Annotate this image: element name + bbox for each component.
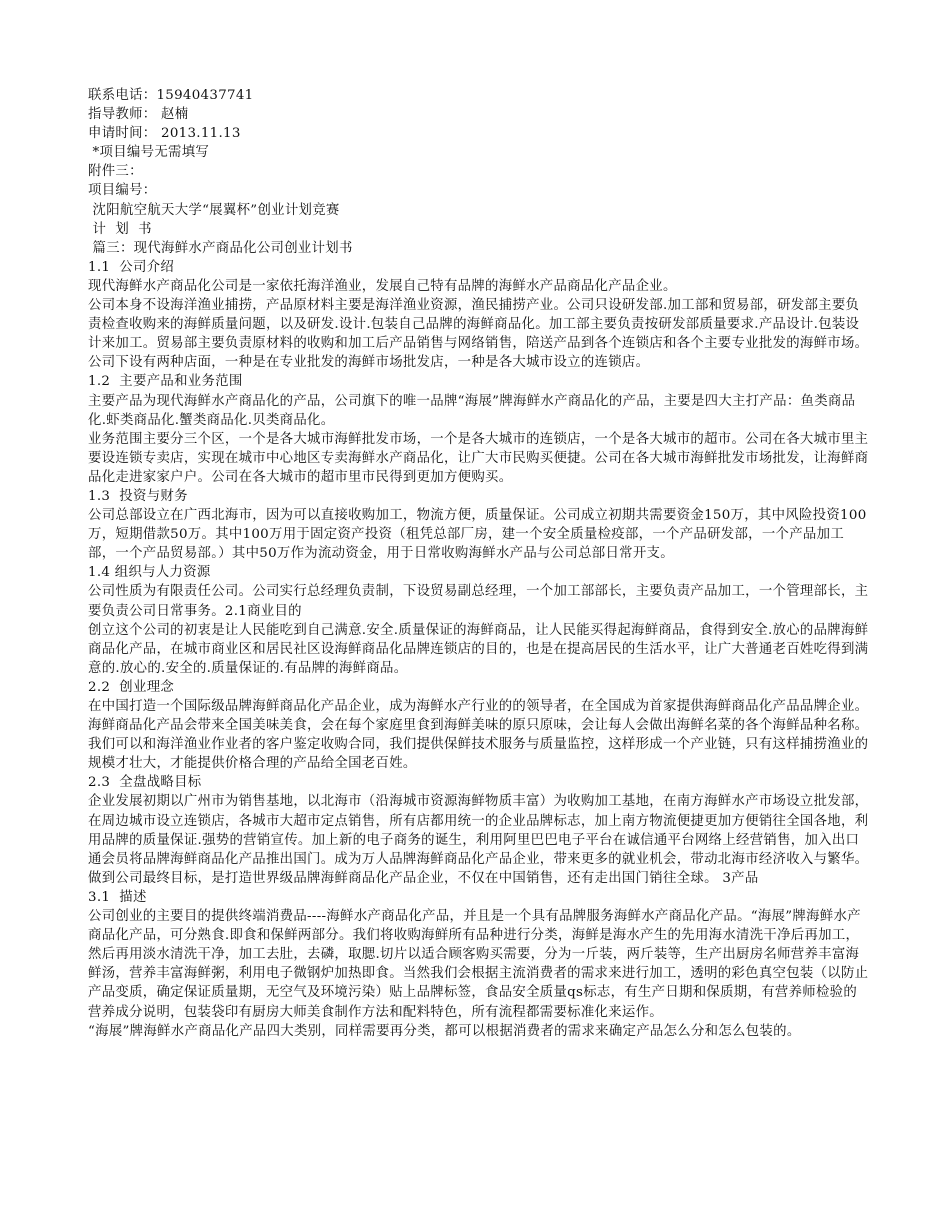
paragraph: 主要产品为现代海鲜水产商品化的产品，公司旗下的唯一品牌“海展”牌海鲜水产商品化的产品，主要是四大主打产品：鱼类商品化.虾类商品化.蟹类商品化.贝类商品化。 [88, 393, 856, 428]
section-1-2 [88, 372, 870, 487]
paragraph: 企业发展初期以广州市为销售基地，以北海市（沿海城市资源海鲜物质丰富）为收购加工基地，在南方海鲜水产市场设立批发部，在周边城市设立连锁店，各城市大超市定点销售，所有店都用统一的企业品牌标志，加上南方物流便捷更加方便销往全国各地，利用品牌的质量保证.强势的营销宣传。加上新的电子商务的诞生，利用阿里巴巴电子平台在诚信通平台网络上经营销售，加入出口通会员将品牌海鲜商品化产品推出国门。成为万人品牌海鲜商品化产品企业，带来更多的就业机会，带动北海市经济收入与繁华。做到公司最终目标，是打造世界级品牌海鲜商品化产品企业，不仅在中国销售，还有走出国门销往全球。 3产品 [88, 794, 869, 886]
document-page [88, 86, 870, 1041]
section-2-2 [88, 678, 870, 773]
competition-title: 沈阳航空航天大学“展翼杯”创业计划竞赛 [88, 202, 340, 218]
paragraph: 公司创业的主要目的提供终端消费品----海鲜水产商品化产品，并且是一个具有品牌服务海鲜水产商品化产品。“海展”牌海鲜水产商品化产品，可分熟食.即食和保鲜两部分。我们将收购海鲜所有品种进行分类，海鲜是海水产生的先用海水清洗干净后再加工，然后再用淡水清洗干净，加工去肚，去磷，取腮.切片以适合顾客购买需要，分为一斤装，两斤装等，生产出厨房名师营养丰富海鲜汤，营养丰富海鲜粥，利用电子微钢炉加热即食。当然我们会根据主流消费者的需求来进行加工，透明的彩色真空包装（以防止产品变质，确定保证质量期，无空气及环境污染）贴上品牌标签，食品安全质量qs标志，有生产日期和保质期，有营养师检验的营养成分说明，包装袋印有厨房大师美食制作方法和配料特色，所有流程都需要标准化来运作。 [88, 909, 869, 1020]
section-1-3 [88, 487, 870, 563]
contact-phone: 联系电话：15940437741 [88, 88, 254, 103]
paragraph: 公司本身不设海洋渔业捕捞，产品原材料主要是海洋渔业资源，渔民捕捞产业。公司只设研发部.加工部和贸易部，研发部主要负责检查收购来的海鲜质量问题，以及研发.设计.包装自己品牌的海鲜商品化。加工部主要负责按研发部质量要求.产品设计.包装设计来加工。贸易部主要负责原材料的收购和加工后产品销售与网络销售，陪送产品到各个连锁店和各个主要专业批发的海鲜市场。公司下设有两种店面，一种是在专业批发的海鲜市场批发店，一种是各大城市设立的连锁店。 [88, 298, 869, 371]
section-heading: 1.4 组织与人力资源 [88, 565, 211, 581]
section-heading: 1.3 投资与财务 [88, 488, 188, 504]
paragraph: “海展”牌海鲜水产商品化产品四大类别，同样需要再分类，都可以根据消费者的需求来确定产品怎么分和怎么包装的。 [88, 1023, 801, 1039]
document-header [88, 86, 870, 258]
application-date: 申请时间： 2013.11.13 [88, 126, 241, 142]
advisor: 指导教师： 赵楠 [88, 107, 189, 123]
paragraph: 业务范围主要分三个区，一个是各大城市海鲜批发市场，一个是各大城市的连锁店，一个是各大城市的超市。公司在各大城市里主要设连锁专卖店，实现在城市中心地区专卖海鲜水产商品化，让广大市民购买便捷。公司在各大城市海鲜批发市场批发，让海鲜商品化走进家家户户。公司在各大城市的超市里市民得到更加方便购买。 [88, 431, 869, 485]
project-number-note: *项目编号无需填写 [88, 145, 210, 161]
section-heading: 3.1 描述 [88, 889, 147, 905]
plan-title: 计 划 书 [88, 221, 152, 237]
section-heading: 2.2 创业理念 [88, 679, 175, 695]
document-title: 篇三：现代海鲜水产商品化公司创业计划书 [88, 240, 353, 256]
section-2-3 [88, 773, 870, 888]
section-heading: 1.1 公司介绍 [88, 259, 175, 275]
section-heading: 2.3 全盘战略目标 [88, 775, 202, 791]
paragraph: 创立这个公司的初衷是让人民能吃到自己满意.安全.质量保证的海鲜商品，让人民能买得起海鲜商品，食得到安全.放心的品牌海鲜商品化产品，在城市商业区和居民社区设海鲜商品化品牌连锁店的目的，也是在提高居民的生活水平，让广大普通老百姓吃得到满意的.放心的.安全的.质量保证的.有品牌的海鲜商品。 [88, 622, 869, 676]
paragraph: 公司总部设立在广西北海市，因为可以直接收购加工，物流方便，质量保证。公司成立初期共需要资金150万，其中风险投资100万，短期借款50万。其中100万用于固定资产投资（租凭总部厂房，建一个安全质量检疫部，一个产品研发部，一个产品加工部，一个产品贸易部。）其中50万作为流动资金，用于日常收购海鲜水产品与公司总部日常开支。 [88, 508, 867, 562]
section-3-1 [88, 888, 870, 1041]
paragraph: 在中国打造一个国际级品牌海鲜商品化产品企业，成为海鲜水产行业的的领导者，在全国成为首家提供海鲜商品化产品品牌企业。海鲜商品化产品会带来全国美味美食，会在每个家庭里食到海鲜美味的原只原味，会让每人会做出海鲜名菜的各个海鲜品种名称。我们可以和海洋渔业作业者的客户鉴定收购合同，我们提供保鲜技术服务与质量监控，这样形成一个产业链，只有这样捕捞渔业的规模才壮大，才能提供价格合理的产品给全国老百姓。 [88, 699, 869, 772]
paragraph: 现代海鲜水产商品化公司是一家依托海洋渔业，发展自己特有品牌的海鲜水产品商品化产品企业。 [88, 278, 677, 294]
section-1-4 [88, 563, 870, 678]
attachment-label: 附件三： [88, 164, 143, 180]
project-number-label: 项目编号： [88, 183, 157, 199]
section-heading: 1.2 主要产品和业务范围 [88, 374, 243, 390]
section-1-1 [88, 258, 870, 373]
paragraph: 公司性质为有限责任公司。公司实行总经理负责制，下设贸易副总经理，一个加工部部长，主要负责产品加工，一个管理部长，主要负责公司日常事务。2.1商业目的 [88, 584, 869, 619]
